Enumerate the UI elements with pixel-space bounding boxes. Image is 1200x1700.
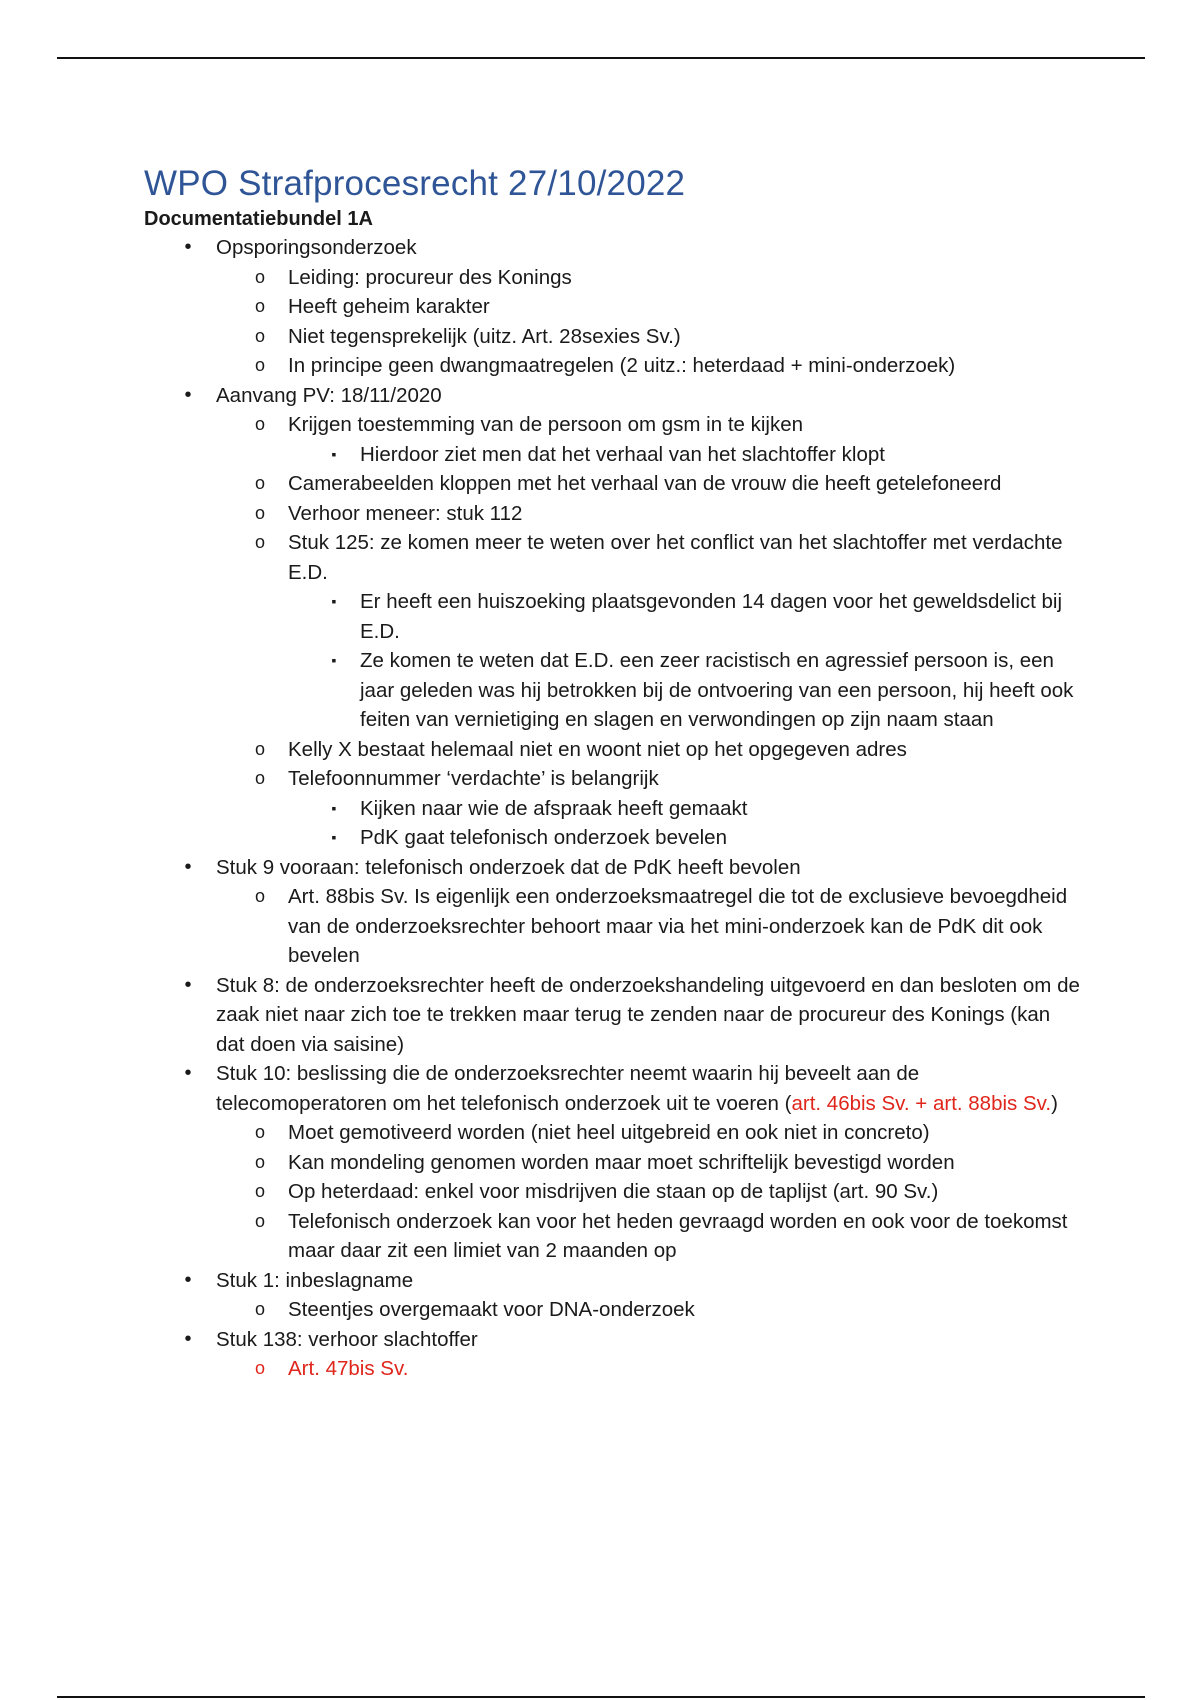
list-item-text: Stuk 1: inbeslagname [216,1268,414,1292]
bullet-square-icon: ▪ [331,445,337,462]
bullet-circle-icon: o [254,768,265,788]
list-item [144,1266,1084,1325]
section-subtitle: Documentatiebundel 1A [144,208,373,230]
list-item [144,853,1084,971]
list-item [216,735,1084,765]
bullet-disc-icon: • [184,973,192,996]
list-item [216,322,1084,352]
bullet-circle-icon: o [254,1358,265,1378]
sub-list [216,882,1084,971]
list-item [288,794,1084,824]
legal-reference: Art. 47bis Sv. [288,1357,409,1380]
list-item-text: Op heterdaad: enkel voor misdrijven die staan op de taplijst (art. 90 Sv.) [288,1180,939,1203]
bullet-circle-icon: o [254,1181,265,1201]
bullet-square-icon: ▪ [331,829,337,845]
bullet-disc-icon: • [184,1062,192,1084]
list-item [216,764,1084,853]
list-item [288,823,1084,853]
list-item-text: Kijken naar wie de afspraak heeft gemaakt [360,796,748,820]
bullet-circle-icon: o [254,886,265,906]
list-item-text: Stuk 10: beslissing die de onderzoeksrechter neemt waarin hij beveelt aan de telecomoperatoren om het telefonisch onderzoek uit te voeren ( [216,1062,920,1115]
footer-rule [57,1696,1145,1698]
list-item-text: Moet gemotiveerd worden (niet heel uitgebreid en ook niet in concreto) [288,1121,930,1144]
list-item [216,1177,1084,1207]
list-item-text: Kan mondeling genomen worden maar moet schriftelijk bevestigd worden [288,1150,955,1174]
list-item [144,381,1084,853]
list-item [216,351,1084,381]
list-item-text: ) [1051,1091,1058,1115]
list-item-text: Stuk 138: verhoor slachtoffer [216,1327,478,1351]
list-item [216,469,1084,499]
sub-sub-list [288,440,1084,470]
bullet-circle-icon: o [254,1210,265,1231]
list-item [216,410,1084,469]
list-item-text: In principe geen dwangmaatregelen (2 uitz.: heterdaad + mini-onderzoek) [288,354,956,377]
list-item-text: Steentjes overgemaakt voor DNA-onderzoek [288,1298,695,1321]
list-item-text: Aanvang PV: 18/11/2020 [216,383,442,407]
list-item-text: Ze komen te weten dat E.D. een zeer racistisch en agressief persoon is, een jaar geleden was hij betrokken bij de ontvoering van een persoon, hij heeft ook feiten van vernietiging en slagen en verwondingen op zijn naam staan [360,649,1074,731]
bullet-circle-icon: o [254,502,265,523]
list-item [216,499,1084,529]
list-item [216,263,1084,293]
list-item-text: Niet tegensprekelijk (uitz. Art. 28sexies Sv.) [288,324,681,348]
list-item [288,440,1084,470]
document-body [144,163,1084,1384]
list-item-text: PdK gaat telefonisch onderzoek bevelen [360,826,727,849]
list-item-text: Heeft geheim karakter [288,295,490,318]
bullet-circle-icon: o [254,266,265,287]
bullet-square-icon: ▪ [331,593,337,609]
list-item [216,1354,1084,1384]
list-item [216,1148,1084,1178]
list-item [216,1207,1084,1266]
list-item [144,233,1084,381]
bullet-circle-icon: o [254,1299,265,1319]
bullet-circle-icon: o [254,738,265,759]
sub-sub-list [288,794,1084,853]
bullet-disc-icon: • [184,1268,192,1291]
sub-list [216,1295,1084,1325]
legal-reference: art. 46bis Sv. + art. 88bis Sv. [791,1091,1052,1115]
sub-list [216,1354,1084,1384]
bullet-circle-icon: o [254,1151,265,1172]
list-item-text: Er heeft een huiszoeking plaatsgevonden 14 dagen voor het geweldsdelict bij E.D. [360,590,1063,643]
list-item-text: Leiding: procureur des Konings [288,265,572,289]
list-item-text: Stuk 8: de onderzoeksrechter heeft de onderzoekshandeling uitgevoerd en dan besloten om de zaak niet naar zich toe te trekken maar terug te zenden naar de procureur des Konings (kan dat doen via saisine) [216,973,1080,1056]
list-item-text: Kelly X bestaat helemaal niet en woont niet op het opgegeven adres [288,737,907,761]
list-item-text: Krijgen toestemming van de persoon om gsm in te kijken [288,413,804,436]
bullet-disc-icon: • [184,1327,192,1350]
sub-list [216,410,1084,853]
list-item-text: Stuk 125: ze komen meer te weten over het conflict van het slachtoffer met verdachte E.D. [288,531,1063,584]
list-item-text: Telefoonnummer ‘verdachte’ is belangrijk [288,767,659,790]
bullet-circle-icon: o [254,355,265,375]
list-item [216,528,1084,735]
list-item-text: Camerabeelden kloppen met het verhaal van de vrouw die heeft getelefoneerd [288,472,1002,495]
list-item [216,882,1084,971]
sub-sub-list [288,587,1084,735]
bullet-square-icon: ▪ [331,652,337,668]
list-item-text: Opsporingsonderzoek [216,236,417,259]
bullet-circle-icon: o [254,532,265,552]
page-title: WPO Strafprocesrecht 27/10/2022 [144,164,686,203]
list-item [288,646,1084,735]
list-item [216,292,1084,322]
bullet-square-icon: ▪ [331,799,337,816]
bullet-circle-icon: o [254,296,265,316]
bullet-disc-icon: • [184,855,192,878]
bullet-disc-icon: • [184,236,192,258]
list-item [144,1059,1084,1266]
bullet-disc-icon: • [184,383,192,406]
list-item-text: Verhoor meneer: stuk 112 [288,501,523,525]
list-item [216,1295,1084,1325]
header-rule [57,57,1145,59]
list-item [144,1325,1084,1384]
list-item-text: Telefonisch onderzoek kan voor het heden gevraagd worden en ook voor de toekomst maar daar zit een limiet van 2 maanden op [288,1209,1068,1262]
list-item [144,971,1084,1060]
bullet-circle-icon: o [254,325,265,346]
outline-list [144,233,1084,1384]
bullet-circle-icon: o [254,1122,265,1142]
bullet-circle-icon: o [254,414,265,434]
sub-list [216,263,1084,381]
list-item-text: Stuk 9 vooraan: telefonisch onderzoek dat de PdK heeft bevolen [216,855,801,879]
sub-list [216,1118,1084,1266]
list-item-text: Art. 88bis Sv. Is eigenlijk een onderzoeksmaatregel die tot de exclusieve bevoegdheid van de onderzoeksrechter behoort maar via het mini-onderzoek kan de PdK dit ook bevelen [288,885,1068,967]
list-item [288,587,1084,646]
bullet-circle-icon: o [254,473,265,493]
list-item [216,1118,1084,1148]
list-item-text: Hierdoor ziet men dat het verhaal van het slachtoffer klopt [360,442,885,466]
